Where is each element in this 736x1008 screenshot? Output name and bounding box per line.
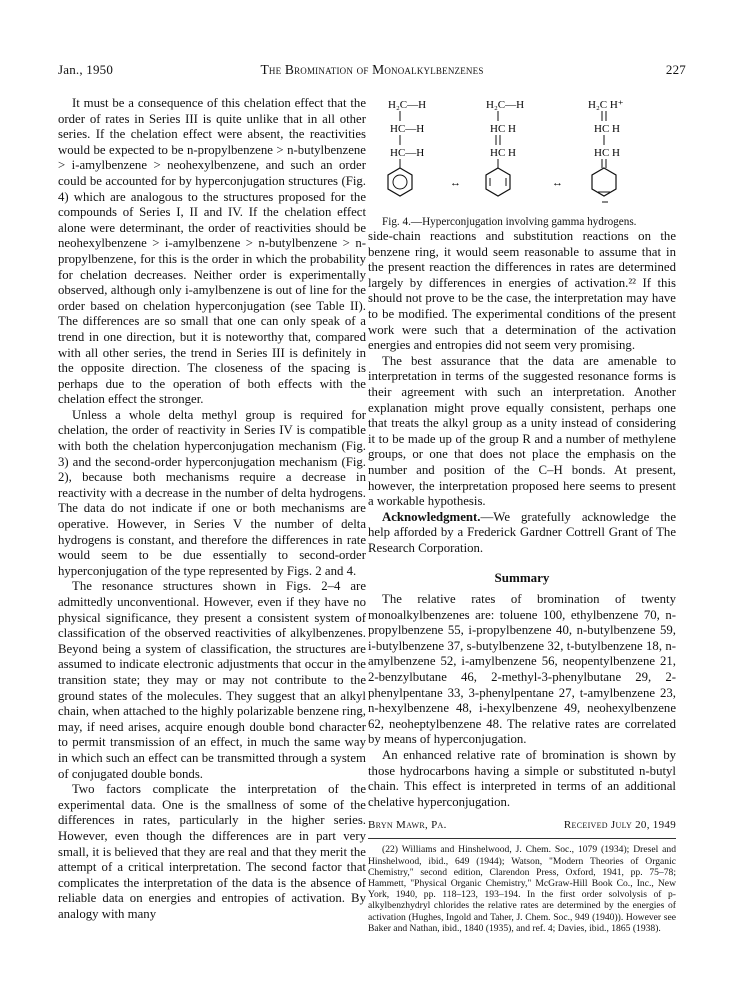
dateline-received: Received July 20, 1949 <box>563 819 676 832</box>
resonance-arrow: ↔ <box>552 177 563 189</box>
left-column <box>58 96 366 922</box>
s2-mid-label: HC H <box>490 123 516 135</box>
figure-caption: Fig. 4.—Hyperconjugation involving gamma hydrogens. <box>382 216 637 228</box>
paragraph: It must be a consequence of this chelation effect that the order of rates in Series III is quite unlike that in all other series. If the chelation effect were absent, the reactivities would be expected to be n-propylbenzene > n-butylbenzene > i-amylbenzene > neohexylbenzene, and such an order could be accounted for by hyperconjugation structures (Fig. 4) which are analogous to the structures proposed for the compounds of Series I, II and IV. If the chelation effect alone were determinant, the order of reactivities should be neohexylbenzene > i-amylbenzene > n-butylbenzene > n-propylbenzene, for this is the order in which the probability for chelation decreases. Neither order is experimentally observed, although only i-amylbenzene is out of line for the order based on chelation hyperconjugation (see Table II). The differences are so small that one can only speak of a trend in one direction, but it is noteworthy that, compared with all other series, the trend in Series III is definitely in the opposite direction. The closeness of the spacing is perhaps due to the operation of both effects with the chelation effect the stronger. <box>58 96 366 407</box>
header-date: Jan., 1950 <box>58 62 114 77</box>
summary-paragraph: An enhanced relative rate of bromination is shown by those hydrocarbons having a simple or substituted n-butyl chain. This effect is interpreted in terms of an additional chelative hyperconjugation. <box>368 748 676 809</box>
right-column <box>368 96 676 934</box>
s3-bot-label: HC H <box>594 147 620 159</box>
summary-heading: Summary <box>494 570 550 586</box>
paragraph: The resonance structures shown in Figs. 2–4 are admittedly unconventional. However, even if they have no physical significance, they present a consistent system of classification of the observed reactivities of alkylbenzenes. Beyond being a system of classification, the structures are assumed to indicate electronic adjustments that occur in the transition state; they may or may not contribute to the ground states of the molecules. They suggest that an alkyl chain, when attached to the highly polarizable benzene ring, may, if need arises, acquire enough double bond character to permit transmission of an effect, in much the same way in which such an effect can be transmitted through a system of conjugated double bonds. <box>58 579 366 781</box>
running-header <box>58 62 686 82</box>
acknowledgment-text: —We gratefully acknowledge the help afforded by a Frederick Gardner Cottrell Grant of The Research Corporation. <box>368 509 676 555</box>
acknowledgment-heading: Acknowledgment. <box>382 509 481 524</box>
acknowledgment <box>368 510 676 557</box>
header-title: The Bromination of Monoalkylbenzenes <box>260 62 484 77</box>
page-number: 227 <box>665 62 686 77</box>
s1-mid-label: HC—H <box>390 123 425 135</box>
dateline <box>368 818 676 834</box>
s2-top-label: H₂C—H <box>486 99 525 111</box>
paragraph: side-chain reactions and substitution reactions on the benzene ring, it would seem reasonable to assume that in the present reaction the differences in rates are determined largely by differences in energies of activation.²² If this should not prove to be the case, the interpretation may have to be modified. The experimental conditions of the present work were such that a determination of the activation energies and entropies did not seem very promising. <box>368 229 676 353</box>
paragraph: The best assurance that the data are amenable to interpretation in terms of the suggested resonance forms is their agreement with such an interpretation. Another explanation might prove equally consistent, perhaps one that treats the alkyl group as a unity instead of considering it to be made up of the group R and a number of methylene groups, or one that does not place the emphasis on the number and position of the C–H bonds. At present, however, the interpretation proposed here seems to present a workable hypothesis. <box>368 353 676 509</box>
footnote-22: (22) Williams and Hinshelwood, J. Chem. Soc., 1079 (1934); Dresel and Hinshelwood, ibid., 649 (1944); Watson, "Modern Theories of Organic Chemistry," second edition, Clarendon Press, Oxford, 1941, pp. 75–78; Hammett, "Physical Organic Chemistry," McGraw-Hill Book Co., Inc., New York, 1940, pp. 118–123, 193–194. In the first order solvolysis of p-alkylbenzhydryl chlorides the relative rates are determined by the energies of activation (Hughes, Ingold and Taher, J. Chem. Soc., 949 (1940)). However see Baker and Nathan, ibid., 1840 (1935), and ref. 4; Davies, ibid., 1865 (1938). <box>368 844 676 934</box>
s1-bot-label: HC—H <box>390 147 425 159</box>
paragraph: Two factors complicate the interpretation of the experimental data. One is the smallness of some of the differences in rates, particularly in the higher series. However, even though the differences are in part very small, it is believed that they are real and that they merit the attempt of a critical interpretation. The second factor that complicates the interpretation of the data is the absence of reliable data on energies and entropies of activation. By analogy with many <box>58 782 366 921</box>
s3-top-label: H₂C H⁺ <box>588 99 624 111</box>
benzene-ring-1 <box>388 168 412 196</box>
s3-mid-label: HC H <box>594 123 620 135</box>
s1-top-label: H₂C—H <box>388 99 427 111</box>
s2-bot-label: HC H <box>490 147 516 159</box>
footnote-divider <box>368 838 676 839</box>
dateline-location: Bryn Mawr, Pa. <box>368 819 447 832</box>
summary-paragraph: The relative rates of bromination of twenty monoalkylbenzenes are: toluene 100, ethylbenzene 70, n-propylbenzene 55, i-propylbenzene 40, n-butylbenzene 59, i-butylbenzene 37, s-butylbenzene 32, t-butylbenzene 18, n-amylbenzene 52, i-amylbenzene 56, neopentylbenzene 21, 2-benzylbutane 46, 2-methyl-3-phenylbutane 29, 2-phenylpentane 33, 3-phenylpentane 27, t-amylbenzene 23, n-hexylbenzene 48, i-hexylbenzene 49, neohexylbenzene 62, neoheptylbenzene 48. The relative rates are correlated by means of hyperconjugation. <box>368 592 676 747</box>
paragraph: Unless a whole delta methyl group is required for chelation, the order of reactivity in Series IV is compatible with both the chelation hyperconjugation mechanism (Fig. 3) and the second-order hyperconjugation mechanism (Fig. 2), because both mechanisms require a decrease in reactivity with a decrease in the number of delta hydrogens. The data do not indicate if one or both mechanisms are operative. However, in Series V the number of delta hydrogens is constant, and therefore the differences in rate would seem to be due essentially to second-order hyperconjugation of the type represented by Figs. 2 and 4. <box>58 407 366 578</box>
resonance-structures-diagram <box>368 96 676 216</box>
figure-4 <box>368 96 676 216</box>
resonance-arrow: ↔ <box>450 177 461 189</box>
